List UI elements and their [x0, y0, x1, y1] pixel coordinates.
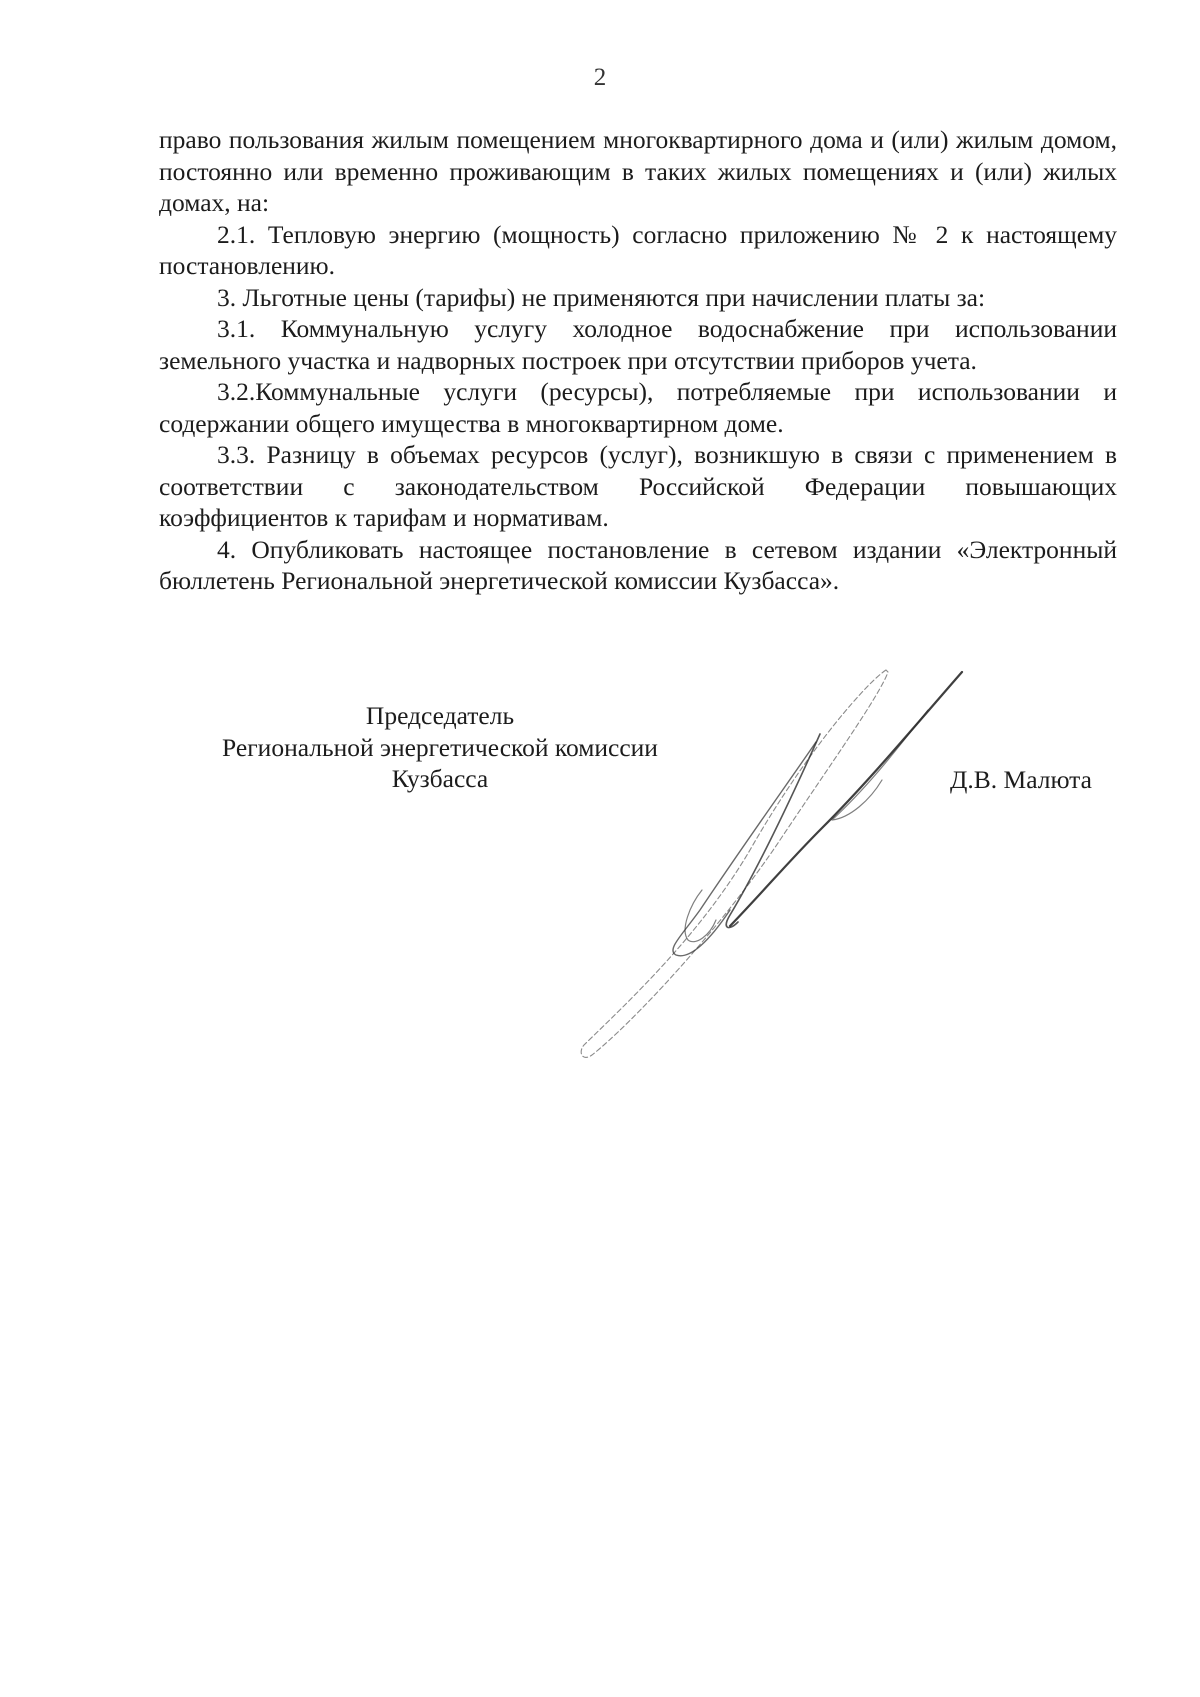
- document-body: [159, 124, 1117, 597]
- paragraph: 2.1. Тепловую энергию (мощность) согласно приложению № 2 к настоящему постановлению.: [159, 219, 1117, 280]
- paragraph: 3.1. Коммунальную услугу холодное водоснабжение при использовании земельного участка и надворных построек при отсутствии приборов учета.: [159, 314, 1117, 375]
- signatory-title-line: Региональной энергетической комиссии: [222, 732, 658, 762]
- page-number: 2: [593, 64, 607, 91]
- signatory-title-line: Кузбасса: [391, 764, 489, 793]
- paragraph: 3. Льготные цены (тарифы) не применяются при начислении платы за:: [217, 282, 986, 312]
- handwritten-signature: [570, 650, 990, 1070]
- signer-name: Д.В. Малюта: [950, 765, 1092, 794]
- signatory-title-line: Председатель: [365, 701, 515, 730]
- paragraph: право пользования жилым помещением многоквартирного дома и (или) жилым домом, постоянно или временно проживающим в таких жилых помещениях и (или) жилых домах, на:: [159, 125, 1117, 217]
- paragraph: 3.3. Разницу в объемах ресурсов (услуг), возникшую в связи с применением в соответствии с законодательством Российской Федерации повышающих коэффициентов к тарифам и нормативам.: [159, 440, 1117, 532]
- paragraph: 4. Опубликовать настоящее постановление в сетевом издании «Электронный бюллетень Региональной энергетической комиссии Кузбасса».: [159, 534, 1117, 595]
- paragraph: 3.2.Коммунальные услуги (ресурсы), потребляемые при использовании и содержании общего имущества в многоквартирном доме.: [159, 377, 1117, 438]
